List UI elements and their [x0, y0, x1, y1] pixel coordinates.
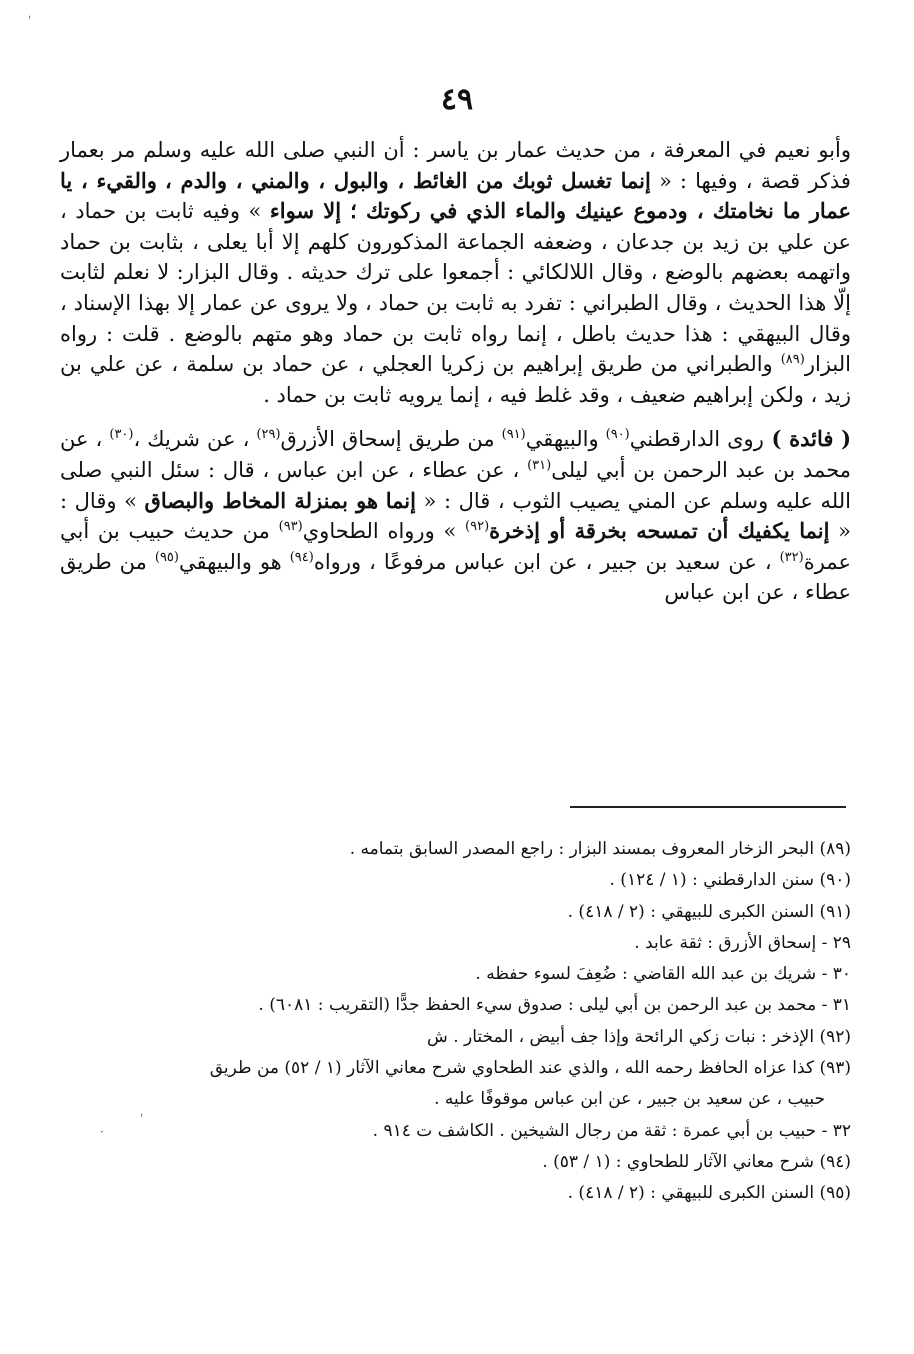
text-line: روى الدارقطني	[629, 427, 764, 452]
scan-speck: ˈ	[140, 1112, 144, 1126]
text-line: كلهم إلا أبا يعلى ، بثابت بن حماد واتهمه بعضهم بالوضع ، وقال اللالكائي :	[60, 229, 851, 285]
footnote-90: (٩٠) سنن الدارقطني : (١ / ١٢٤) .	[609, 870, 851, 891]
footnote-30: ٣٠ - شريك بن عبد الله القاضي : ضُعِفَ لسوء حفظه .	[475, 964, 851, 985]
text-line: من حديث حبيب بن أبي عمرة	[60, 519, 851, 574]
text-line: وفيه ثابت بن حماد ، عن علي بن زيد بن جدعان ، وضعفه الجماعة المذكورون	[60, 199, 852, 254]
page-number: ٤٩	[440, 82, 474, 117]
text-line: ، عن محمد بن عبد الرحمن بن أبي ليلى	[60, 427, 851, 482]
hadith-text: هو بمنزلة المخاط والبصاق	[144, 487, 379, 513]
footnote-29: ٢٩ - إسحاق الأزرق : ثقة عابد .	[634, 932, 851, 953]
footnote-93-continued: حبيب ، عن سعيد بن جبير ، عن ابن عباس موقوفًا عليه .	[434, 1089, 825, 1110]
hadith-text: إنما تغسل ثوبك من الغائط ، والبول ، والمني ، والدم ،	[165, 167, 651, 193]
text-line: عباس ، قال : سئل النبي صلى الله عليه وسلم عن المني يصيب الثوب ، قال : «	[60, 457, 851, 513]
main-text	[60, 135, 851, 608]
footnotes	[70, 834, 851, 1210]
footnote-ref: (٩٣)	[278, 519, 303, 535]
text-line: » وقال : «	[60, 488, 852, 544]
text-line: من طريق عطاء ، عن ابن عباس	[60, 549, 851, 605]
text-line: »	[248, 199, 270, 224]
faida-label: ( فائدة )	[763, 426, 852, 452]
footnote-ref: (٢٩)	[256, 427, 281, 443]
hadith-text: إنما يكفيك أن تمسحه بخرقة أو إذخرة	[489, 518, 830, 544]
text-line: من طريق إسحاق الأزرق	[280, 427, 502, 452]
text-line: والبيهقي	[525, 427, 606, 452]
footnote-ref: (٩٠)	[605, 427, 630, 443]
paragraph-faida	[60, 424, 851, 608]
footnote-ref: (٩٤)	[289, 549, 314, 565]
text-line: ، عن سعيد بن جبير ، عن	[549, 549, 780, 574]
footnote-divider	[570, 806, 846, 808]
footnote-94: (٩٤) شرح معاني الآثار للطحاوي : (١ / ٥٣) .	[542, 1151, 851, 1172]
footnote-ref: (٣١)	[527, 457, 552, 473]
text-line: البيهقي : هذا حديث باطل ، إنما رواه ثابت بن حماد وهو متهم بالوضع . قلت : رواه	[60, 321, 801, 346]
footnote-ref: (٩٥)	[154, 549, 179, 565]
text-line: ابن عباس مرفوعًا ، ورواه	[313, 549, 542, 574]
text-line: والطبراني من طريق إبراهيم بن زكريا العجلي ، عن حماد بن سلمة ، عن	[134, 352, 781, 377]
footnote-ref: (٩٢)	[465, 519, 490, 535]
hadith-text: إنما	[385, 487, 416, 513]
text-line: ورواه الطحاوي	[302, 519, 435, 544]
footnote-ref: (٩١)	[501, 427, 526, 443]
text-line: بعمار فذكر قصة ، وفيها : «	[60, 138, 851, 193]
text-line: »	[443, 519, 466, 544]
text-line: أجمعوا على ترك حديثه . وقال البزار: لا نعلم لثابت إلّا هذا الحديث ، وقال	[60, 260, 851, 315]
hadith-text: والقيء ، يا عمار ما نخامتك ، ودموع عينيك والماء الذي في ركوتك ؛ إلا سواء	[60, 167, 851, 224]
text-line: الطبراني : تفرد به ثابت بن حماد ، ولا يروى عن عمار إلا بهذا الإسناد ، وقال	[60, 290, 851, 346]
footnote-95: (٩٥) السنن الكبرى للبيهقي : (٢ / ٤١٨) .	[567, 1183, 851, 1204]
footnote-32: ٣٢ - حبيب بن أبي عمرة : ثقة من رجال الشيخين . الكاشف ت ٩١٤ .	[372, 1120, 851, 1141]
text-line: ،	[242, 427, 257, 452]
footnote-ref: (٣٢)	[779, 549, 804, 565]
text-line: هو والبيهقي	[178, 549, 290, 574]
footnote-31: ٣١ - محمد بن عبد الرحمن بن أبي ليلى : صدوق سيء الحفظ جدًّا (التقريب : ٦٠٨١) .	[258, 995, 851, 1016]
scan-speck: ·	[100, 1125, 104, 1139]
text-line: وأبو نعيم في المعرفة ، من حديث عمار بن ياسر : أن النبي صلى الله عليه وسلم مر	[112, 138, 851, 162]
footnote-ref: (٣٠)	[109, 427, 134, 443]
text-line: البزار	[804, 352, 851, 377]
text-line: علي بن زيد ، ولكن إبراهيم ضعيف ، وقد غلط فيه ، إنما يرويه ثابت بن حماد .	[60, 352, 851, 407]
footnote-93: (٩٣) كذا عزاه الحافظ رحمه الله ، والذي عند الطحاوي شرح معاني الآثار (١ / ٥٢) من طريق	[209, 1058, 851, 1079]
text-line: عن شريك ،	[133, 427, 236, 452]
footnote-92: (٩٢) الإذخر : نبات زكي الرائحة وإذا جف أبيض ، المختار . ش	[427, 1026, 851, 1047]
footnote-89: (٨٩) البحر الزخار المعروف بمسند البزار : راجع المصدر السابق بتمامه .	[349, 839, 851, 859]
paragraph-amar-hadith	[60, 135, 851, 410]
text-line: ، عن عطاء ، عن ابن	[335, 457, 528, 482]
footnote-91: (٩١) السنن الكبرى للبيهقي : (٢ / ٤١٨) .	[567, 901, 851, 922]
footnote-ref: (٨٩)	[780, 352, 805, 368]
scan-speck: ˈ	[28, 14, 32, 28]
